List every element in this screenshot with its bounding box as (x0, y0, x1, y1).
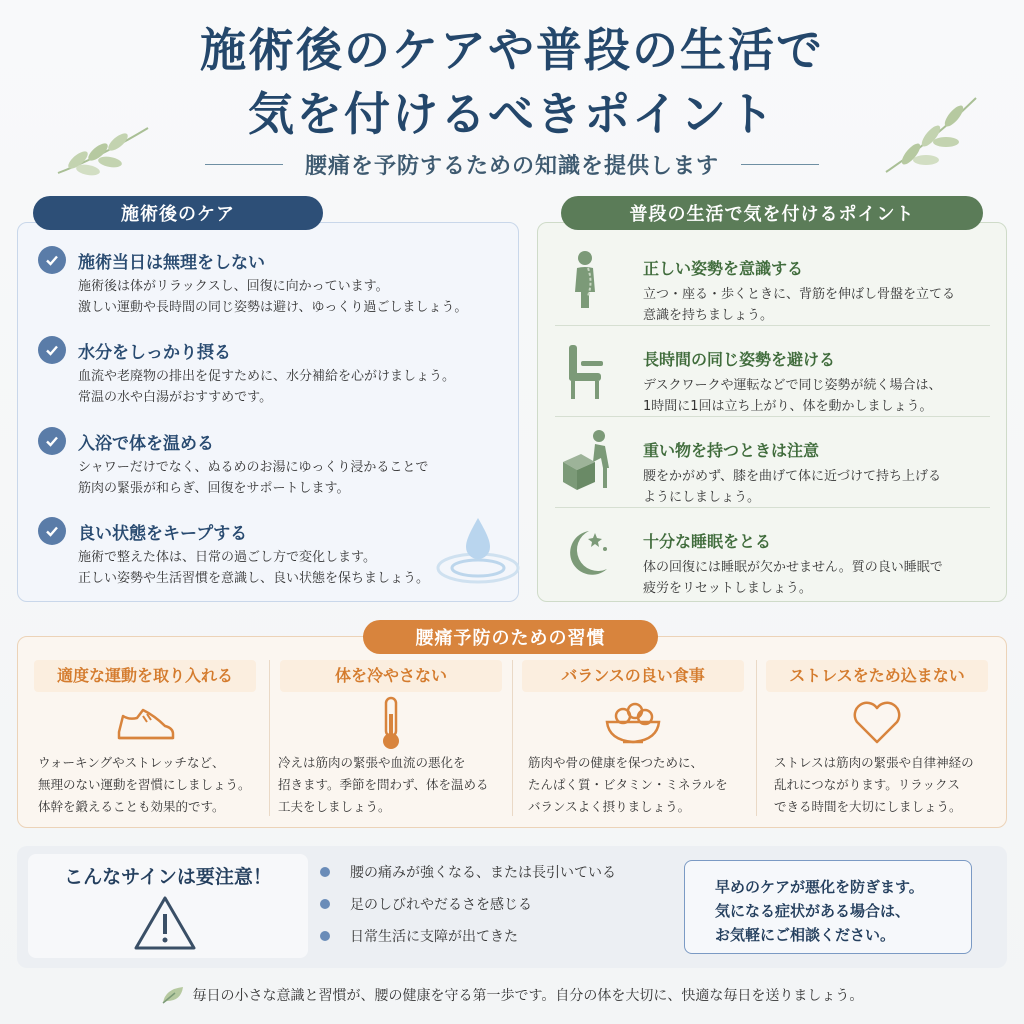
food-bowl-icon (601, 696, 665, 748)
warning-triangle-icon (132, 894, 198, 952)
thermometer-icon (371, 696, 411, 752)
habit-title: バランスの良い食事 (522, 660, 744, 692)
warning-title: こんなサインは要注意！ (64, 866, 272, 888)
life-item-description: 体の回復には睡眠が欠かせません。質の良い睡眠で 疲労をリセットしましょう。 (643, 560, 943, 596)
habit-description: ストレスは筋肉の緊張や自律神経の 乱れにつながります。リラックス できる時間を大切にしましょう。 (774, 755, 974, 814)
life-item (555, 511, 990, 599)
title-line-2: 気を付けるべきポイント (248, 87, 776, 141)
bullet-dot-icon (320, 899, 330, 909)
habit-description: 筋肉や骨の健康を保つために、 たんぱく質・ビタミン・ミネラルを バランスよく摂りましょう。 (528, 755, 728, 814)
advice-line: 気になる症状がある場合は、 (715, 902, 911, 920)
life-item (555, 329, 990, 417)
warning-box (28, 854, 308, 958)
water-drop-icon (432, 514, 522, 592)
care-item-description: 施術で整えた体は、日常の過ごし方で変化します。 正しい姿勢や生活習慣を意識し、良い状態を保ちましょう。 (78, 550, 430, 586)
check-circle-icon (38, 246, 66, 274)
subtitle-rule-left (205, 164, 283, 165)
habit-divider (512, 660, 513, 816)
advice-box (684, 860, 972, 954)
life-item-title: 重い物を持つときは注意 (643, 441, 820, 460)
subtitle-rule-right (741, 164, 819, 165)
habit-divider (269, 660, 270, 816)
heart-icon (849, 696, 905, 748)
page-subtitle: 腰痛を予防するための知識を提供します (304, 153, 719, 179)
habit-title: 体を冷やさない (280, 660, 502, 692)
habit-card (760, 660, 994, 820)
lifting-box-icon (555, 428, 615, 494)
check-circle-icon (38, 336, 66, 364)
care-item-description: 施術後は体がリラックスし、回復に向かっています。 激しい運動や長時間の同じ姿勢は避け、ゆっくり過ごしましょう。 (78, 279, 468, 315)
life-item-title: 十分な睡眠をとる (643, 532, 772, 551)
subtitle-row (0, 148, 1024, 180)
habits-heading: 腰痛予防のための習慣 (363, 620, 658, 654)
habit-divider (756, 660, 757, 816)
care-item-title: 入浴で体を温める (78, 434, 214, 454)
check-circle-icon (38, 427, 66, 455)
shoe-icon (113, 696, 177, 748)
bullet-dot-icon (320, 867, 330, 877)
habit-title: ストレスをため込まない (766, 660, 988, 692)
life-item (555, 238, 990, 326)
life-item-title: 正しい姿勢を意識する (643, 259, 804, 278)
life-item-description: 立つ・座る・歩くときに、背筋を伸ばし骨盤を立てる 意識を持ちましょう。 (643, 287, 956, 323)
care-item-title: 施術当日は無理をしない (78, 253, 265, 273)
care-item-title: 水分をしっかり摂る (78, 343, 231, 363)
footer (0, 982, 1024, 1008)
life-item-description: 腰をかがめず、膝を曲げて体に近づけて持ち上げる ようにしましょう。 (643, 469, 941, 505)
warning-sign-item: 足のしびれやだるさを感じる (320, 894, 532, 914)
care-item-description: 血流や老廃物の排出を促すために、水分補給を心がけましょう。 常温の水や白湯がおすすめです。 (78, 369, 456, 405)
warning-sign-item: 腰の痛みが強くなる、または長引いている (320, 862, 616, 882)
habit-description: ウォーキングやストレッチなど、 無理のない運動を習慣にしましょう。 体幹を鍛えることも効果的です。 (38, 755, 251, 814)
advice-line: 早めのケアが悪化を防ぎます。 (715, 878, 924, 896)
care-item-title: 良い状態をキープする (78, 524, 248, 544)
habit-description: 冷えは筋肉の緊張や血流の悪化を 招きます。季節を問わず、体を温める 工夫をしましょう。 (278, 755, 489, 814)
title-line-1: 施術後のケアや普段の生活で (200, 23, 824, 77)
footer-text: 毎日の小さな意識と習慣が、腰の健康を守る第一歩です。自分の体を大切に、快適な毎日を送りましょう。 (192, 988, 864, 1004)
habit-card (274, 660, 508, 820)
life-item-description: デスクワークや運転などで同じ姿勢が続く場合は、 1時間に1回は立ち上がり、体を動かしましょう。 (643, 378, 942, 414)
daily-life-heading: 普段の生活で気を付けるポイント (561, 196, 983, 230)
chair-icon (555, 337, 615, 403)
after-care-heading: 施術後のケア (33, 196, 323, 230)
advice-line: お気軽にご相談ください。 (715, 926, 896, 944)
leaf-icon (161, 985, 185, 1005)
life-item-title: 長時間の同じ姿勢を避ける (643, 350, 836, 369)
bullet-dot-icon (320, 931, 330, 941)
warning-sign-item: 日常生活に支障が出てきた (320, 926, 518, 946)
care-item-description: シャワーだけでなく、ぬるめのお湯にゆっくり浸かることで 筋肉の緊張が和らぎ、回復をサポートします。 (78, 460, 429, 496)
moon-icon (555, 519, 615, 585)
posture-icon (555, 246, 615, 312)
life-item (555, 420, 990, 508)
habit-card (516, 660, 750, 820)
check-circle-icon (38, 517, 66, 545)
habit-card (28, 660, 262, 820)
habit-title: 適度な運動を取り入れる (34, 660, 256, 692)
